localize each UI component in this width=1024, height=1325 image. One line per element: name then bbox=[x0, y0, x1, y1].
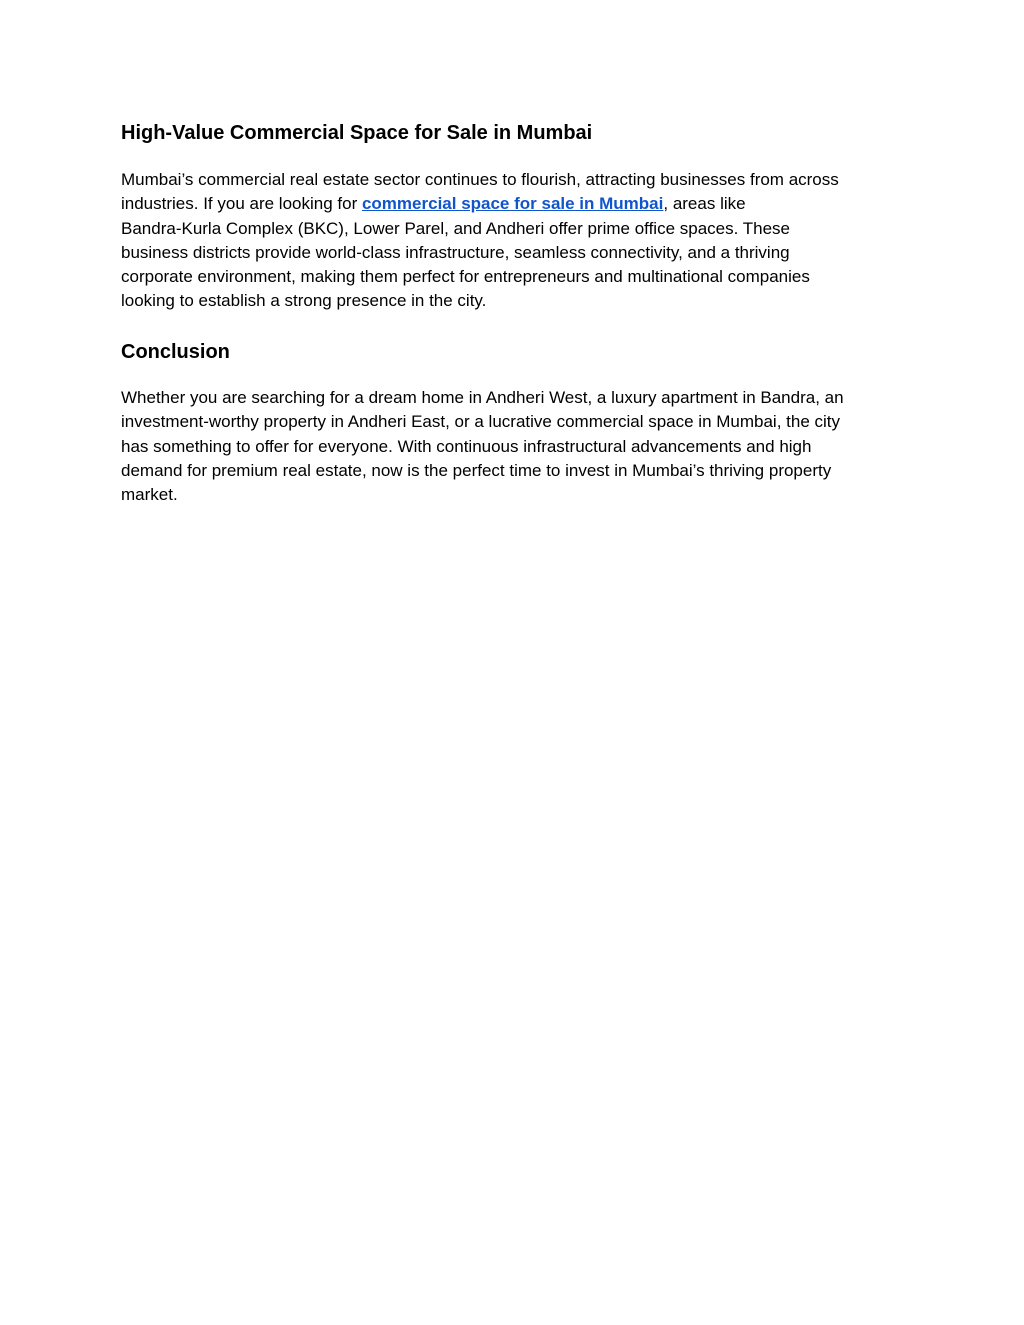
commercial-space-link[interactable]: commercial space for sale in Mumbai bbox=[361, 194, 664, 214]
paragraph-line: corporate environment, making them perfect for entrepreneurs and multinational companies bbox=[121, 267, 810, 287]
paragraph-line: Bandra-Kurla Complex (BKC), Lower Parel, and Andheri offer prime office spaces. These bbox=[121, 218, 791, 238]
paragraph-line-with-link bbox=[121, 192, 839, 216]
paragraph-conclusion bbox=[121, 386, 844, 507]
paragraph-commercial-space bbox=[121, 168, 839, 314]
paragraph-line: demand for premium real estate, now is the perfect time to invest in Mumbai’s thriving property bbox=[121, 460, 832, 480]
paragraph-text: industries. If you are looking for bbox=[121, 194, 362, 214]
section-heading-commercial-space: High-Value Commercial Space for Sale in Mumbai bbox=[121, 122, 593, 144]
paragraph-line: Whether you are searching for a dream home in Andheri West, a luxury apartment in Bandra, an bbox=[121, 388, 844, 407]
section-heading-conclusion: Conclusion bbox=[121, 341, 230, 363]
paragraph-line: market. bbox=[121, 485, 178, 505]
paragraph-line: looking to establish a strong presence in the city. bbox=[121, 291, 487, 311]
paragraph-line: Mumbai’s commercial real estate sector continues to flourish, attracting businesses from across bbox=[121, 170, 839, 189]
paragraph-line: business districts provide world-class infrastructure, seamless connectivity, and a thriving bbox=[121, 242, 790, 262]
paragraph-text: , areas like bbox=[663, 194, 746, 214]
paragraph-line: investment-worthy property in Andheri East, or a lucrative commercial space in Mumbai, the city bbox=[121, 412, 841, 432]
paragraph-line: has something to offer for everyone. With continuous infrastructural advancements and high bbox=[121, 436, 812, 456]
